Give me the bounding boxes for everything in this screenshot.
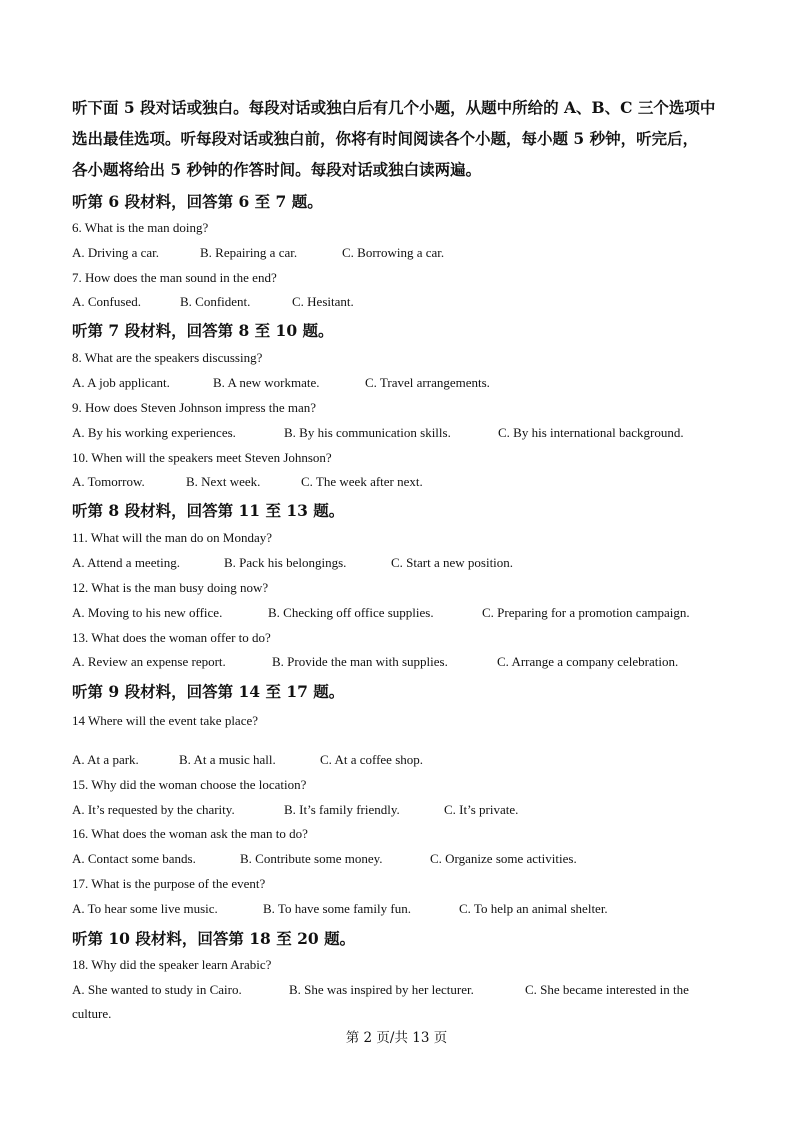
option-c: C. To help an animal shelter.: [459, 901, 608, 916]
option-a: A. By his working experiences.: [72, 425, 236, 440]
option-continuation: culture.: [72, 1006, 112, 1021]
option-c: C. Arrange a company celebration.: [497, 654, 679, 669]
option-b: B. It’s family friendly.: [284, 802, 400, 817]
option-c: C. By his international background.: [498, 425, 684, 440]
option-a: A. At a park.: [72, 752, 139, 767]
section-heading: 听第 6 段材料，回答第 6 至 7 题。: [72, 192, 323, 211]
option-a: A. Contact some bands.: [72, 851, 196, 866]
option-c: C. Travel arrangements.: [365, 375, 490, 390]
option-c: C. Preparing for a promotion campaign.: [482, 605, 690, 620]
option-b: B. Repairing a car.: [200, 245, 298, 260]
option-b: B. To have some family fun.: [263, 901, 411, 916]
instructions-line: 选出最佳选项。听每段对话或独白前，你将有时间阅读各个小题，每小题 5 秒钟，听完后，: [72, 129, 699, 148]
option-b: B. By his communication skills.: [284, 425, 451, 440]
option-c: C. At a coffee shop.: [320, 752, 424, 767]
option-a: A. Driving a car.: [72, 245, 160, 260]
option-b: B. Pack his belongings.: [224, 555, 347, 570]
section-heading: 听第 8 段材料，回答第 11 至 13 题。: [72, 501, 345, 520]
question-text: 10. When will the speakers meet Steven Johnson?: [72, 450, 332, 465]
question-text: 14 Where will the event take place?: [72, 713, 259, 728]
section-heading: 听第 10 段材料，回答第 18 至 20 题。: [72, 929, 356, 948]
instructions-line: 各小题将给出 5 秒钟的作答时间。每段对话或独白读两遍。: [72, 160, 482, 179]
option-b: B. She was inspired by her lecturer.: [289, 982, 474, 997]
option-a: A. Tomorrow.: [72, 474, 145, 489]
question-text: 17. What is the purpose of the event?: [72, 876, 266, 891]
instructions-line: 听下面 5 段对话或独白。每段对话或独白后有几个小题，从题中所给的 A、B、C 三个选项中: [72, 98, 716, 117]
option-c: C. She became interested in the: [525, 982, 689, 997]
question-text: 13. What does the woman offer to do?: [72, 630, 271, 645]
option-a: A. Attend a meeting.: [72, 555, 180, 570]
option-c: C. Organize some activities.: [430, 851, 577, 866]
section-heading: 听第 9 段材料，回答第 14 至 17 题。: [72, 682, 345, 701]
instructions: [72, 92, 732, 185]
option-b: B. Contribute some money.: [240, 851, 383, 866]
option-c: C. Borrowing a car.: [342, 245, 445, 260]
question-text: 7. How does the man sound in the end?: [72, 270, 277, 285]
question-text: 8. What are the speakers discussing?: [72, 350, 263, 365]
option-c: C. Start a new position.: [391, 555, 514, 570]
question-text: 15. Why did the woman choose the location?: [72, 777, 307, 792]
question-text: 11. What will the man do on Monday?: [72, 530, 273, 545]
question-text: 18. Why did the speaker learn Arabic?: [72, 957, 272, 972]
question-text: 9. How does Steven Johnson impress the man?: [72, 400, 317, 415]
option-a: A. To hear some live music.: [72, 901, 218, 916]
option-a: A. She wanted to study in Cairo.: [72, 982, 242, 997]
option-b: B. At a music hall.: [179, 752, 276, 767]
question-text: 6. What is the man doing?: [72, 220, 209, 235]
option-b: B. Checking off office supplies.: [268, 605, 434, 620]
option-b: B. Provide the man with supplies.: [272, 654, 448, 669]
question-text: 12. What is the man busy doing now?: [72, 580, 269, 595]
option-c: C. Hesitant.: [292, 294, 354, 309]
option-a: A. Review an expense report.: [72, 654, 226, 669]
option-c: C. The week after next.: [301, 474, 423, 489]
option-b: B. Confident.: [180, 294, 251, 309]
page-number: 第 2 页/共 13 页: [345, 1030, 448, 1046]
option-a: A. A job applicant.: [72, 375, 170, 390]
question-text: 16. What does the woman ask the man to do?: [72, 826, 308, 841]
option-a: A. It’s requested by the charity.: [72, 802, 235, 817]
option-b: B. A new workmate.: [213, 375, 320, 390]
option-b: B. Next week.: [186, 474, 261, 489]
option-a: A. Moving to his new office.: [72, 605, 223, 620]
option-c: C. It’s private.: [444, 802, 519, 817]
section-heading: 听第 7 段材料，回答第 8 至 10 题。: [72, 321, 334, 340]
option-a: A. Confused.: [72, 294, 141, 309]
